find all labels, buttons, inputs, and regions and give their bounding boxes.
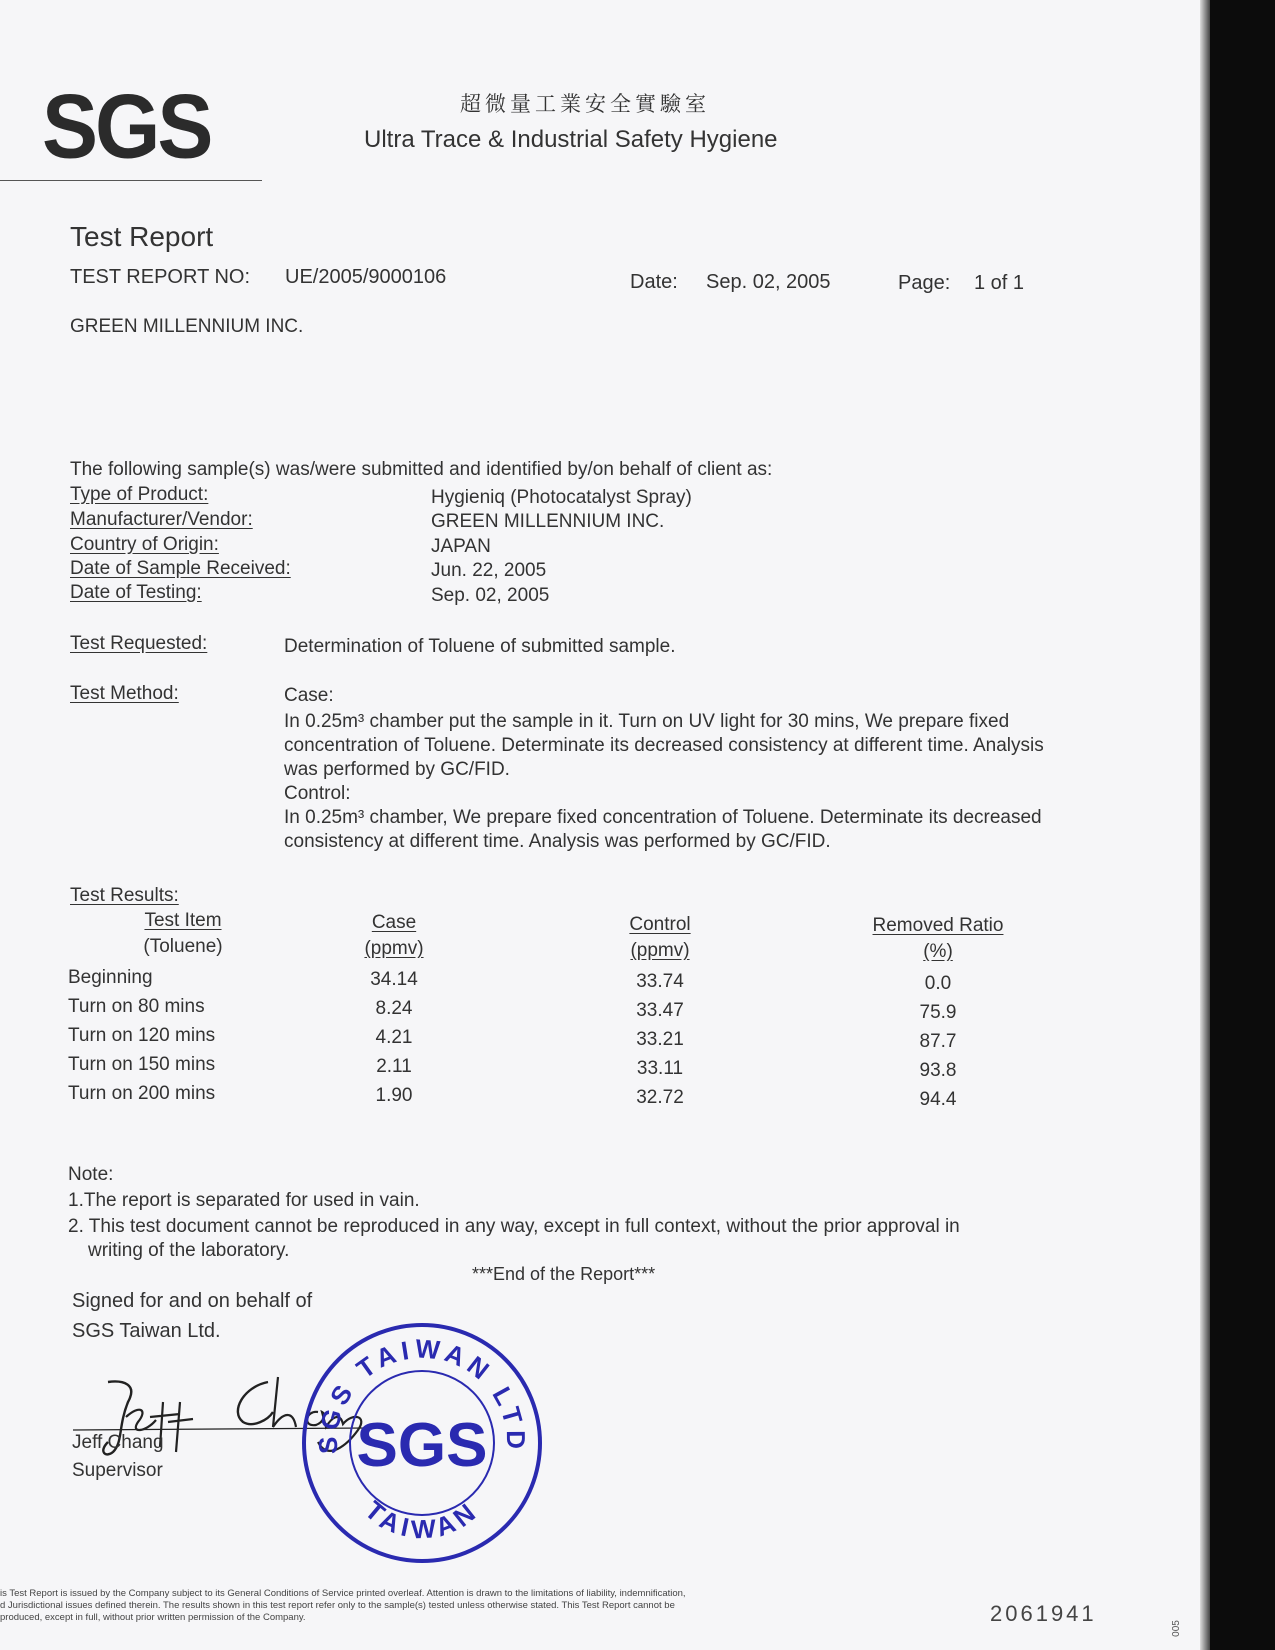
method-control-text: In 0.25m³ chamber, We prepare fixed concentration of Toluene. Determinate its decreased consistency at different time. Analysis was performed by GC/FID. [284,807,1042,852]
signed-for-line-1: Signed for and on behalf of [72,1290,313,1312]
stamp-center-text: SGS [356,1411,488,1480]
side-code: 005 [1170,1620,1182,1637]
scan-black-border [1210,0,1275,1650]
footer-line-2: d Jurisdictional issues defined therein. The results shown in this test report refer only to the sample(s) tested unless otherwise stated. This Test Report cannot be [0,1600,675,1611]
client-name: GREEN MILLENNIUM INC. [70,316,304,337]
col-subheader-test-item: (Toluene) [143,936,223,957]
stamp-bottom-text: TAIWAN [359,1494,485,1545]
row-removed-ratio: 93.8 [919,1060,957,1081]
footer-line-3: produced, except in full, without prior written permission of the Company. [0,1612,306,1623]
row-item: Turn on 150 mins [68,1054,216,1075]
col-subheader-removed-ratio: (%) [923,941,953,962]
row-control: 33.21 [636,1029,684,1050]
field-label-date-of-testing: Date of Testing: [70,582,202,603]
report-date-label: Date: [630,271,678,293]
document-serial-number: 2061941 [990,1601,1097,1626]
row-case: 4.21 [375,1027,413,1048]
row-case: 1.90 [375,1085,413,1106]
chinese-lab-title: 超微量工業安全實驗室 [460,92,710,116]
note-item-1: 1.The report is separated for used in vain. [68,1190,420,1211]
report-title: Test Report [70,221,214,252]
note-heading: Note: [68,1164,114,1185]
row-case: 34.14 [370,969,418,990]
row-control: 32.72 [636,1087,684,1108]
method-control-heading: Control: [284,783,351,804]
row-removed-ratio: 94.4 [919,1089,957,1110]
sample-intro: The following sample(s) was/were submitted and identified by/on behalf of client as: [70,459,773,480]
stamp-top-text: SGS TAIWAN LTD [312,1333,532,1455]
signatory-title: Supervisor [72,1460,163,1481]
field-value-date-received: Jun. 22, 2005 [431,560,547,581]
col-subheader-control: (ppmv) [630,940,690,961]
col-header-control: Control [629,914,691,935]
report-number-label: TEST REPORT NO: [70,266,251,288]
method-case-heading: Case: [284,685,334,706]
scan-edge-shadow [1200,0,1210,1650]
field-label-manufacturer: Manufacturer/Vendor: [70,509,253,530]
footer-disclaimer [0,1588,686,1624]
field-value-country-of-origin: JAPAN [431,536,491,557]
page-label: Page: [898,272,951,294]
test-requested-label: Test Requested: [70,633,208,654]
row-removed-ratio: 0.0 [924,973,952,994]
method-case-text: In 0.25m³ chamber put the sample in it. Turn on UV light for 30 mins, We prepare fixed concentration of Toluene. Determinate its decreased consistency at different time. Analysis was performed by GC/FID. [284,711,1044,780]
row-item: Turn on 120 mins [68,1025,216,1046]
row-item: Turn on 80 mins [68,996,205,1017]
signatory-name: Jeff Chang [72,1432,164,1453]
report-number: UE/2005/9000106 [285,266,447,288]
col-header-test-item: Test Item [144,910,222,931]
field-label-date-received: Date of Sample Received: [70,558,291,579]
col-subheader-case: (ppmv) [364,938,424,959]
field-value-date-of-testing: Sep. 02, 2005 [431,585,550,606]
row-control: 33.47 [636,1000,684,1021]
field-value-type-of-product: Hygieniq (Photocatalyst Spray) [431,487,692,508]
row-case: 8.24 [375,998,413,1019]
field-value-manufacturer: GREEN MILLENNIUM INC. [431,511,665,532]
row-removed-ratio: 87.7 [919,1031,957,1052]
english-lab-title: Ultra Trace & Industrial Safety Hygiene [364,126,778,153]
method-body [284,710,1064,854]
svg-text:TAIWAN [359,1495,484,1545]
test-requested-value: Determination of Toluene of submitted sample. [284,636,676,657]
row-control: 33.11 [636,1058,684,1079]
row-case: 2.11 [376,1056,412,1077]
page-number: 1 of 1 [974,272,1025,294]
footer-line-1: is Test Report is issued by the Company subject to its General Conditions of Service printed overleaf. Attention is drawn to the limitations of liability, indemnification, [0,1588,686,1599]
field-label-country-of-origin: Country of Origin: [70,534,219,555]
signed-for-line-2: SGS Taiwan Ltd. [72,1320,221,1342]
field-label-type-of-product: Type of Product: [70,484,209,505]
logo-underline [0,180,262,181]
row-removed-ratio: 75.9 [919,1002,957,1023]
sgs-logo: SGS [42,75,211,177]
row-item: Turn on 200 mins [68,1083,216,1104]
row-control: 33.74 [636,971,684,992]
note-item-2: 2. This test document cannot be reproduced in any way, except in full context, without the prior approval in [68,1216,960,1237]
end-of-report: ***End of the Report*** [472,1264,656,1284]
report-date: Sep. 02, 2005 [706,271,831,293]
test-method-label: Test Method: [70,683,179,704]
row-item: Beginning [68,967,153,988]
sgs-taiwan-stamp [297,1318,547,1568]
note-item-2-continued: writing of the laboratory. [88,1240,290,1261]
col-header-case: Case [371,912,417,933]
test-results-label: Test Results: [70,885,179,906]
col-header-removed-ratio: Removed Ratio [872,915,1004,936]
